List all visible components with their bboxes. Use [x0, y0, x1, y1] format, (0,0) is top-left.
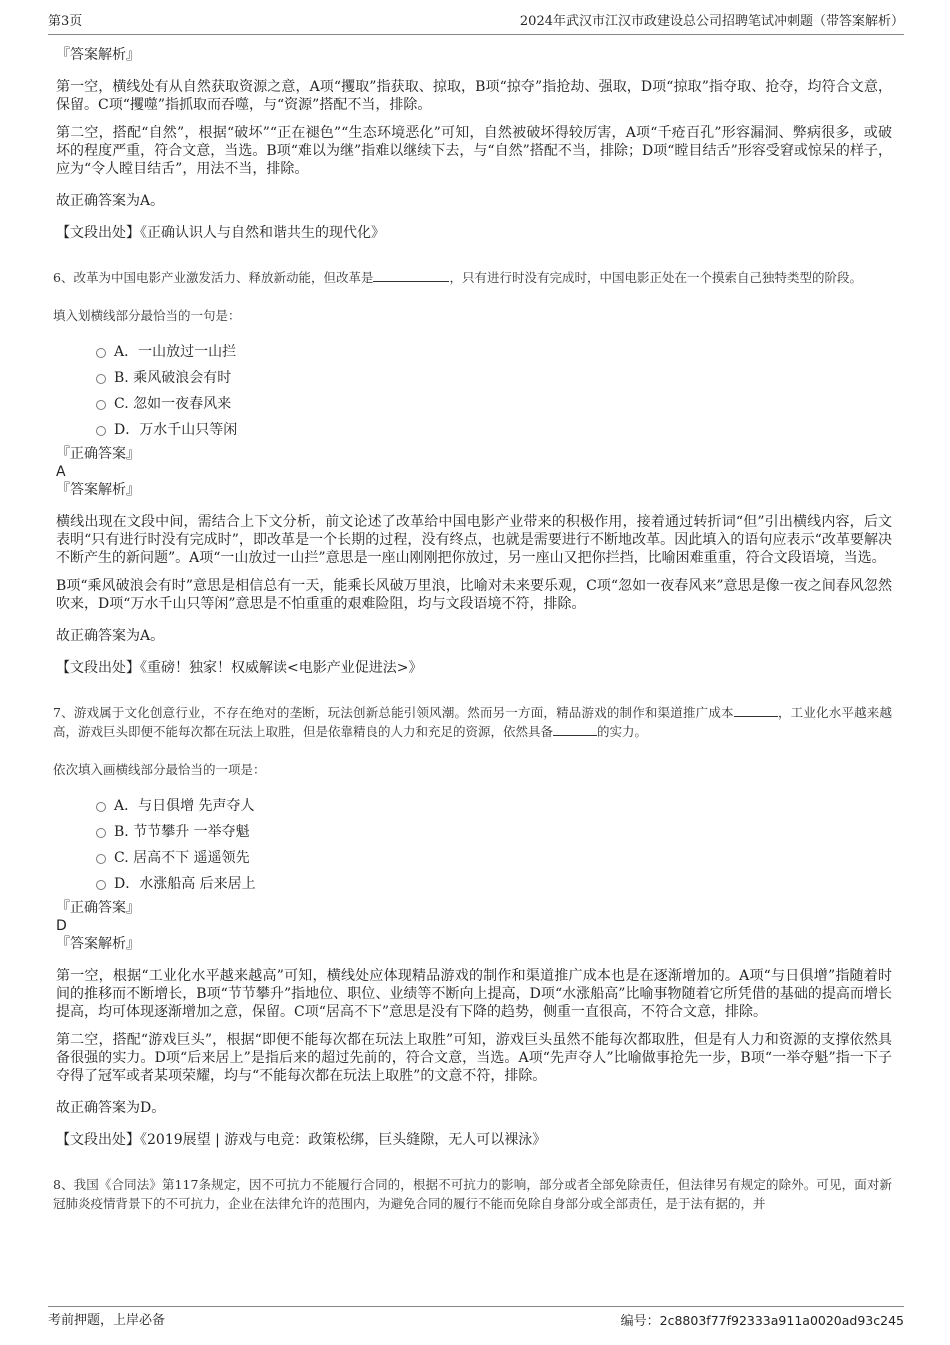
radio-icon[interactable] — [96, 802, 106, 812]
q6-option-c-label: C. 忽如一夜春风来 — [114, 396, 232, 412]
q6-stem-after: ，只有进行时没有完成时，中国电影正处在一个摸索自己独特类型的阶段。 — [449, 270, 862, 285]
q7-option-c[interactable] — [96, 845, 892, 871]
footer-code-label: 编号： — [620, 1314, 660, 1329]
analysis-label: 『答案解析』 — [56, 482, 140, 498]
document-title: 2024年武汉市江汉市政建设总公司招聘笔试冲刺题（带答案解析） — [519, 14, 904, 29]
analysis-label: 『答案解析』 — [56, 47, 140, 63]
page-number: 第3页 — [48, 14, 83, 29]
q7-option-d-label: D．水涨船高 后来居上 — [114, 876, 256, 892]
radio-icon[interactable] — [96, 348, 106, 358]
q7-answer: D — [56, 918, 67, 934]
q7-source-title: 《2019展望 | 游戏与电竞：政策松绑，巨头缝隙，无人可以裸泳》 — [140, 1132, 547, 1148]
q6-option-a-label: A．一山放过一山拦 — [114, 344, 237, 360]
q6-conclusion: 故正确答案为A。 — [56, 628, 165, 644]
q6-option-b[interactable] — [96, 365, 892, 391]
q7-option-a-label: A．与日俱增 先声夺人 — [114, 798, 255, 814]
q6-option-c[interactable] — [96, 391, 892, 417]
q7-stem — [53, 703, 892, 741]
footer-code-value: 2c8803f77f92333a911a0020ad93c245 — [659, 1313, 904, 1328]
source-prefix: 【文段出处】 — [56, 225, 140, 241]
q5-conclusion: 故正确答案为A。 — [56, 193, 165, 209]
radio-icon[interactable] — [96, 374, 106, 384]
q7-option-c-label: C. 居高不下 遥遥领先 — [114, 850, 250, 866]
q6-source-title: 《重磅！独家！权威解读<电影产业促进法>》 — [140, 660, 423, 676]
footer-slogan: 考前押题，上岸必备 — [48, 1313, 166, 1328]
correct-answer-label: 『正确答案』 — [56, 446, 140, 462]
q7-answer-block — [56, 899, 892, 953]
footer-code — [621, 1311, 904, 1332]
q6-option-d[interactable] — [96, 417, 892, 443]
q6-option-d-label: D．万水千山只等闲 — [114, 422, 238, 438]
q6-source — [56, 659, 892, 677]
q7-option-d[interactable] — [96, 871, 892, 897]
q6-options — [96, 339, 892, 443]
q7-analysis-paragraph-1: 第一空，根据“工业化水平越来越高”可知，横线处应体现精品游戏的制作和渠道推广成本也是在逐渐增加的。A项“与日俱增”指随着时间的推移而不断增长，B项“节节攀升”指地位、职位、业绩等不断向上提高，D项“水涨船高”比喻事物随着它所凭借的基础的提高而增长提高，均可体现逐渐增加之意，保留。C项“居高不下”意思是没有下降的趋势，侧重一直很高，不符合文意，排除。 — [56, 968, 892, 1020]
q7-stem-part-3: 的实力。 — [597, 724, 648, 739]
q7-option-b-label: B. 节节攀升 一举夺魁 — [114, 824, 250, 840]
q6-option-b-label: B. 乘风破浪会有时 — [114, 370, 232, 386]
q5-analysis-paragraph-2: 第二空，搭配“自然”，根据“破坏”“正在褪色”“生态环境恶化”可知，自然被破坏得较厉害，A项“千疮百孔”形容漏洞、弊病很多，或破坏的程度严重，符合文意，当选。B项“难以为继”指难以继续下去，与“自然”搭配不当，排除；D项“瞠目结舌”形容受窘或惊呆的样子，应为“令人瞠目结舌”，用法不当，排除。 — [56, 125, 892, 177]
q7-blank-1 — [734, 704, 778, 717]
q5-analysis-paragraph-1: 第一空，横线处有从自然获取资源之意，A项“攫取”指获取、掠取，B项“掠夺”指抢劫、强取，D项“掠取”指夺取、抢夺，均符合文意，保留。C项“攫噬”指抓取而吞噬，与“资源”搭配不当，排除。 — [56, 79, 892, 113]
q7-option-b[interactable] — [96, 819, 892, 845]
q6-option-a[interactable] — [96, 339, 892, 365]
q6-prompt: 填入划横线部分最恰当的一句是： — [53, 308, 241, 323]
radio-icon[interactable] — [96, 426, 106, 436]
page-header — [48, 12, 904, 35]
q5-source-title: 《正确认识人与自然和谐共生的现代化》 — [140, 225, 385, 241]
q5-source — [56, 224, 892, 242]
q6-answer-block — [56, 445, 892, 499]
analysis-label: 『答案解析』 — [56, 936, 140, 952]
radio-icon[interactable] — [96, 854, 106, 864]
document-body — [53, 46, 892, 1213]
q7-analysis-paragraph-2: 第二空，搭配“游戏巨头”，根据“即便不能每次都在玩法上取胜”可知，游戏巨头虽然不能每次都取胜，但是有人力和资源的支撑依然具备很强的实力。D项“后来居上”是指后来的超过先前的，符合文意，当选。A项“先声夺人”比喻做事抢先一步，B项“一举夺魁”指一下子夺得了冠军或者某项荣耀，均与“不能每次都在玩法上取胜”的文意不符，排除。 — [56, 1032, 892, 1084]
q8-stem: 8、我国《合同法》第117条规定，因不可抗力不能履行合同的，根据不可抗力的影响，部分或者全部免除责任，但法律另有规定的除外。可见，面对新冠肺炎疫情背景下的不可抗力，企业在法律允许的范围内，为避免合同的履行不能而免除自身部分或全部责任，是于法有据的，并 — [53, 1177, 892, 1211]
q6-stem — [53, 268, 892, 287]
radio-icon[interactable] — [96, 400, 106, 410]
q7-prompt: 依次填入画横线部分最恰当的一项是： — [53, 762, 266, 777]
q7-stem-part-2: ，工业化水平越来越高，游戏巨头即便不能每次都在玩法上取胜，但是依靠精良的人力和充足的资源，依然具备 — [53, 705, 892, 739]
source-prefix: 【文段出处】 — [56, 1132, 140, 1148]
q6-answer: A — [56, 464, 66, 480]
q7-blank-2 — [553, 723, 597, 736]
correct-answer-label: 『正确答案』 — [56, 900, 140, 916]
q6-blank — [373, 269, 449, 282]
q7-stem-part-1: 7、游戏属于文化创意行业，不存在绝对的垄断，玩法创新总能引领风潮。然而另一方面，精品游戏的制作和渠道推广成本 — [53, 705, 734, 720]
radio-icon[interactable] — [96, 828, 106, 838]
radio-icon[interactable] — [96, 880, 106, 890]
q7-option-a[interactable] — [96, 793, 892, 819]
q6-stem-before: 6、改革为中国电影产业激发活力、释放新动能，但改革是 — [53, 270, 374, 285]
q6-analysis-paragraph-1: 横线出现在文段中间，需结合上下文分析，前文论述了改革给中国电影产业带来的积极作用，接着通过转折词“但”引出横线内容，后文表明“只有进行时没有完成时”，即改革是一个长期的过程，没有终点，也就是需要进行不断地改革。因此填入的语句应表示“改革要解决不断产生的新问题”。A项“一山放过一山拦”意思是一座山刚刚把你放过，另一座山又把你拦挡，比喻困难重重，符合文段语境，当选。 — [56, 514, 892, 566]
q7-conclusion: 故正确答案为D。 — [56, 1100, 166, 1116]
q7-source — [56, 1131, 892, 1149]
source-prefix: 【文段出处】 — [56, 660, 140, 676]
q6-analysis-paragraph-2: B项“乘风破浪会有时”意思是相信总有一天，能乘长风破万里浪，比喻对未来要乐观，C项“忽如一夜春风来”意思是像一夜之间春风忽然吹来，D项“万水千山只等闲”意思是不怕重重的艰难险阻，均与文段语境不符，排除。 — [56, 578, 892, 612]
q7-options — [96, 793, 892, 897]
page-footer — [48, 1306, 904, 1333]
